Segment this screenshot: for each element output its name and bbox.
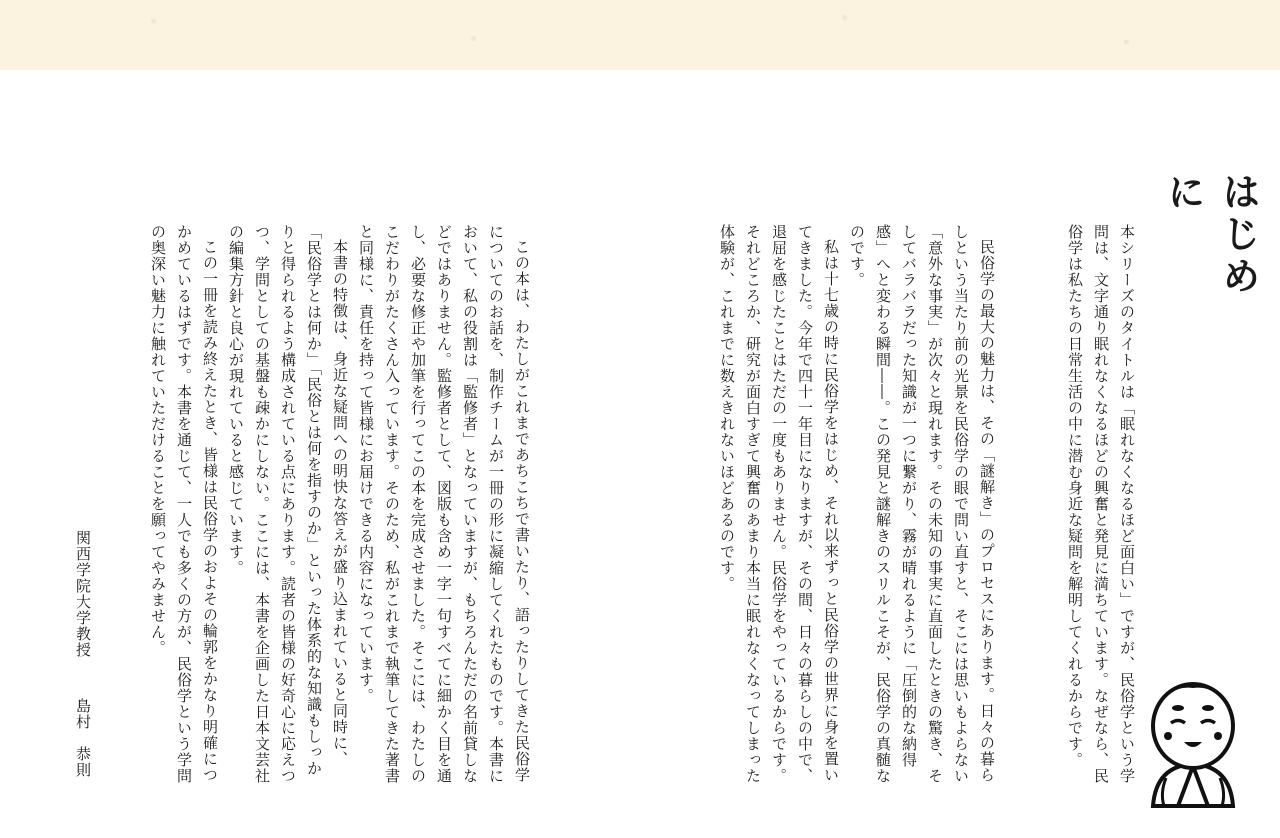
left-paragraph: 本書の特徴は、身近な疑問への明快な答えが盛り込まれていると同時に、「民俗学とは何か」「民俗とは何を指すのか」といった体系的な知識もしっかりと得られるよう構成されている点にあります。読者の皆様の好奇心に応えつつ、学問としての基盤も疎かにしない。ここには、本書を企画した日本文芸社の編集方針と良心が現れていると感じています。 bbox=[227, 224, 349, 784]
left-paragraph: この本は、わたしがこれまであちこちで書いたり、語ったりしてきた民俗学についてのお話を、制作チームが一冊の形に凝縮してくれたものです。本書において、私の役割は「監修者」となっていますが、もちろんただの名前貸しなどではありません。監修者として、図版も含め一字一句すべてに細かく目を通し、必要な修正や加筆を行ってこの本を完成させました。そこには、わたしのこだわりがたくさん入っています。そのため、私がこれまで執筆してきた著書と同様に、責任を持って皆様にお届けできる内容になっています。 bbox=[357, 224, 531, 784]
author-signature bbox=[62, 530, 94, 780]
mascot-character-icon bbox=[1138, 668, 1248, 808]
page-title: はじめに bbox=[1161, 172, 1260, 298]
author-affiliation: 関西学院大学教授 bbox=[74, 530, 92, 658]
body-section bbox=[718, 224, 1000, 784]
left-section bbox=[115, 224, 535, 784]
body-paragraph: 私は十七歳の時に民俗学をはじめ、それ以来ずっと民俗学の世界に身を置いてきました。今年で四十一年目になりますが、その間、日々の暮らしの中で、退屈を感じたことはただの一度もありません。民俗学をやっているからです。それどころか、研究が面白すぎて興奮のあまり本当に眠れなくなってしまった体験が、これまでに数えきれないほどあるのです。 bbox=[718, 224, 840, 784]
body-paragraph: 民俗学の最大の魅力は、その「謎解き」のプロセスにあります。日々の暮らしという当たり前の光景を民俗学の眼で問い直すと、そこには思いもよらない「意外な事実」が次々と現れます。その未知の事実に直面したときの驚き、そしてバラバラだった知識が一つに繋がり、霧が晴れるように「圧倒的な納得感」へと変わる瞬間――。この発見と謎解きのスリルこそが、民俗学の真髄なのです。 bbox=[848, 224, 996, 784]
header-band bbox=[0, 0, 1280, 70]
author-name: 島村 恭則 bbox=[74, 697, 92, 778]
intro-section bbox=[1010, 224, 1140, 784]
left-paragraph: この一冊を読み終えたとき、皆様は民俗学のおよその輪郭をかなり明確につかめているはずです。本書を通じて、一人でも多くの方が、民俗学という学問の奥深い魅力に触れていただけることを願ってやみません。 bbox=[149, 224, 219, 784]
intro-paragraph: 本シリーズのタイトルは「眠れなくなるほど面白い」ですが、民俗学という学問は、文字通り眠れなくなるほどの興奮と発見に満ちています。なぜなら、民俗学は私たちの日常生活の中に潜む身近な疑問を解明してくれるからです。 bbox=[1066, 224, 1136, 784]
